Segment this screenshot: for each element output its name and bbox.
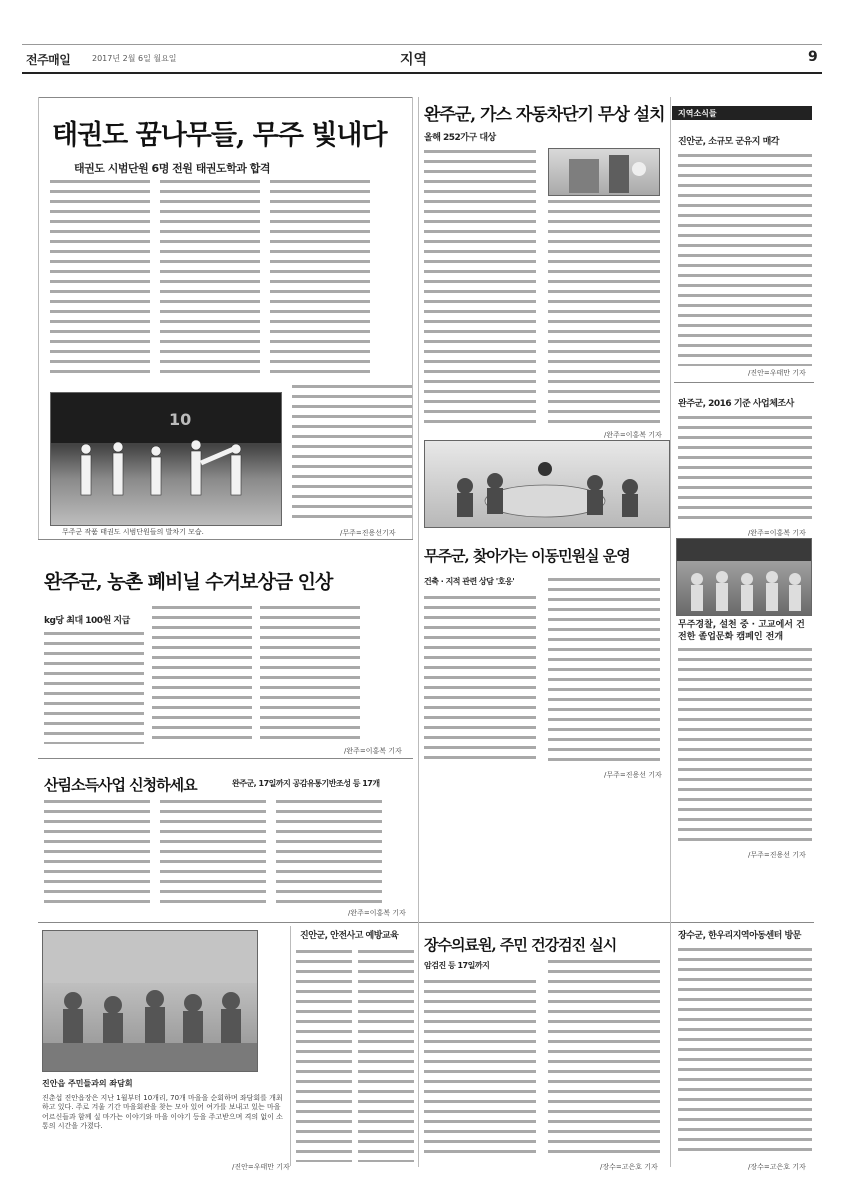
body-text-taekwondo <box>270 180 370 380</box>
body-text-center-visit <box>678 948 812 1158</box>
headline-taekwondo: 태권도 꿈나무들, 무주 빛내다 <box>52 120 387 151</box>
body-text-forest <box>160 800 266 904</box>
byline-caption-safety: /진안=우태만 기자 <box>232 1163 290 1171</box>
body-text-taekwondo <box>50 180 150 380</box>
caption-body-safety: 진춘섭 진안읍장은 지난 1월부터 10개리, 70개 마을을 순회하며 좌담회를 개최하고 있다. 주로 겨울 기간 마을회관을 찾는 모아 있어 여가를 보내고 있는 마을 어르신들과 함께 실 마가는 이야기와 마을 이야기 등을 주고받으며 격의 없이 소통의 시간을 가졌다. <box>42 1094 283 1131</box>
headline-civil-service: 무주군, 찾아가는 이동민원실 운영 <box>424 547 630 565</box>
body-text-vinyl <box>152 606 252 744</box>
civil-service-photo <box>424 440 670 528</box>
headline-forest: 산림소득사업 신청하세요 <box>44 776 197 794</box>
page-number: 9 <box>808 49 818 65</box>
headline-gas: 완주군, 가스 자동차단기 무상 설치 <box>424 105 665 125</box>
gas-photo <box>548 148 660 196</box>
body-text-gas <box>424 150 536 430</box>
body-text-taekwondo <box>160 180 260 380</box>
subhead-taekwondo: 태권도 시범단원 6명 전원 태권도학과 합격 <box>74 162 270 175</box>
body-text-health <box>548 960 660 1160</box>
byline-civil-service: /무주=진용선 기자 <box>604 771 662 779</box>
headline-school-campaign: 무주경찰, 설천 중 · 고교에서 건전한 졸업문화 캠페인 전개 <box>678 620 805 642</box>
caption-title-safety: 진안읍 주민들과의 좌담회 <box>42 1079 133 1088</box>
school-campaign-photo <box>676 538 812 616</box>
byline-land-sale: /진안=우태만 기자 <box>748 369 806 377</box>
body-text-forest <box>276 800 382 904</box>
caption-taekwondo: 무주군 작품 태권도 시범단원들의 발차기 모습. <box>62 528 204 536</box>
byline-vinyl: /완주=이홍복 기자 <box>344 747 402 755</box>
body-text-taekwondo <box>292 385 412 525</box>
body-text-safety <box>296 950 352 1162</box>
headline-safety: 진안군, 안전사고 예방교육 <box>300 931 399 941</box>
body-text-civil-service <box>424 596 536 766</box>
byline-health: /장수=고은호 기자 <box>600 1163 658 1171</box>
byline-taekwondo: /무주=진용선기자 <box>340 529 396 537</box>
section-title: 지역 <box>400 52 428 68</box>
body-text-forest <box>44 800 150 904</box>
subhead-gas: 올해 252가구 대상 <box>424 133 496 143</box>
masthead: 전주매일 <box>26 53 71 67</box>
headline-health: 장수의료원, 주민 건강검진 실시 <box>424 936 617 954</box>
body-text-health <box>424 980 536 1160</box>
byline-forest: /완주=이홍복 기자 <box>348 909 406 917</box>
subhead-forest: 완주군, 17일까지 공감유통기반조성 등 17개 <box>232 779 380 788</box>
byline-gas: /완주=이홍복 기자 <box>604 431 662 439</box>
headline-statistics: 완주군, 2016 기준 사업체조사 <box>678 399 794 409</box>
headline-vinyl: 완주군, 농촌 폐비닐 수거보상금 인상 <box>44 571 333 593</box>
subhead-health: 암검진 등 17일까지 <box>424 961 490 970</box>
body-text-vinyl <box>44 632 144 744</box>
byline-center-visit: /장수=고은호 기자 <box>748 1163 806 1171</box>
byline-school-campaign: /무주=진용선 기자 <box>748 851 806 859</box>
body-text-safety <box>358 950 414 1162</box>
body-text-vinyl <box>260 606 360 744</box>
body-text-land-sale <box>678 154 812 366</box>
side-section-tag: 지역소식들 <box>672 106 812 120</box>
body-text-civil-service <box>548 578 660 766</box>
byline-statistics: /완주=이홍복 기자 <box>748 529 806 537</box>
subhead-vinyl: kg당 최대 100원 지급 <box>44 616 130 626</box>
headline-center-visit: 장수군, 한우리지역아동센터 방문 <box>678 931 801 941</box>
body-text-school-campaign <box>678 648 812 848</box>
svg-text:10: 10 <box>169 410 192 429</box>
body-text-gas <box>548 200 660 428</box>
taekwondo-photo <box>50 392 282 526</box>
headline-land-sale: 진안군, 소규모 군유지 매각 <box>678 137 779 147</box>
subhead-civil-service: 건축 · 지적 관련 상담 '호응' <box>424 577 515 586</box>
safety-photo <box>42 930 258 1072</box>
issue-date: 2017년 2월 6일 월요일 <box>92 54 177 63</box>
body-text-statistics <box>678 416 812 526</box>
